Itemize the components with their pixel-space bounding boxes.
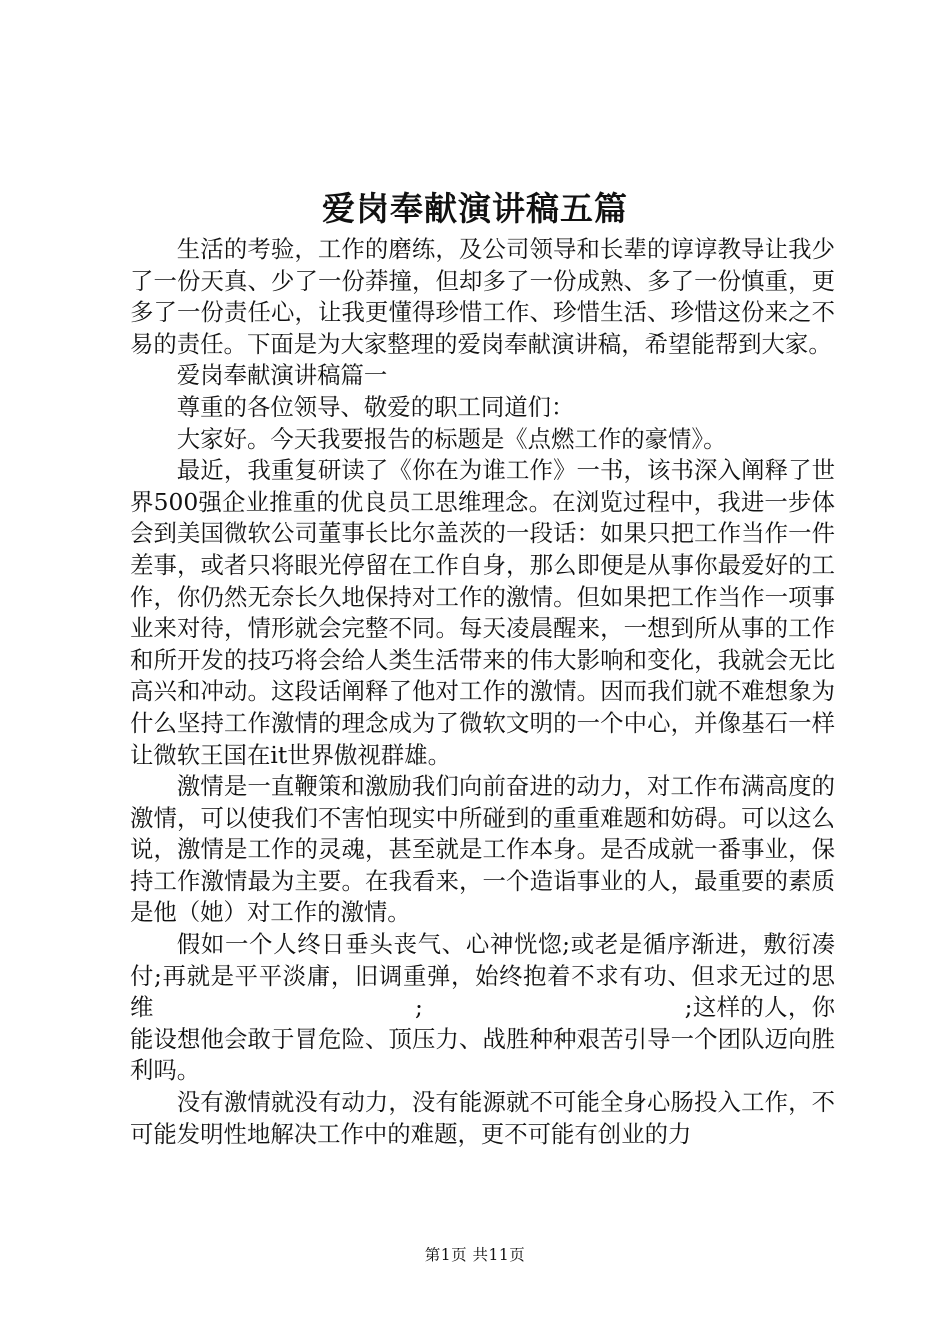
salutation: 尊重的各位领导、敬爱的职工同道们： — [176, 392, 575, 421]
document-title: 爱岗奉献演讲稿五篇 — [322, 189, 628, 228]
paragraph: 激情是一直鞭策和激励我们向前奋进的动力，对工作布满高度的激情，可以使我们不害怕现实中所碰到的重重难题和妨碍。可以这么说，激情是工作的灵魂，甚至就是工作本身。是否成就一番事业，保持工作激情最为主要。在我看来，一个造诣事业的人，最重要的素质是他（她）对工作的激情。 — [130, 772, 835, 927]
section-heading: 爱岗奉献演讲稿篇一 — [176, 361, 388, 390]
paragraph: 假如一个人终日垂头丧气、心神恍惚;或老是循序渐进，敷衍凑付;再就是平平淡庸，旧调重弹，始终抱着不求有功、但求无过的思维 ; ;这样的人，你能设想他会敢于冒危险、顶压力、战胜种种艰苦引导一个团队迈向胜利吗。 — [130, 930, 835, 1085]
paragraph: 大家好。今天我要报告的标题是《点燃工作的豪情》。 — [176, 424, 727, 453]
paragraph: 没有激情就没有动力，没有能源就不可能全身心肠投入工作，不可能发明性地解决工作中的难题，更不可能有创业的力 — [130, 1088, 835, 1148]
paragraph: 生活的考验，工作的磨练，及公司领导和长辈的谆谆教导让我少了一份天真、少了一份莽撞，但却多了一份成熟、多了一份慎重，更多了一份责任心，让我更懂得珍惜工作、珍惜生活、珍惜这份来之不易的责任。下面是为大家整理的爱岗奉献演讲稿，希望能帮到大家。 — [130, 235, 835, 358]
document-body — [130, 234, 835, 1150]
page-footer: 第1页 共11页 — [424, 1246, 526, 1264]
paragraph: 最近，我重复研读了《你在为谁工作》一书，该书深入阐释了世界500强企业推重的优良员工思维理念。在浏览过程中，我进一步体会到美国微软公司董事长比尔盖茨的一段话：如果只把工作当作一件差事，或者只将眼光停留在工作自身，那么即便是从事你最爱好的工作，你仍然无奈长久地保持对工作的激情。但如果把工作当作一项事业来对待，情形就会完整不同。每天凌晨醒来，一想到所从事的工作和所开发的技巧将会给人类生活带来的伟大影响和变化，我就会无比高兴和冲动。这段话阐释了他对工作的激情。因而我们就不难想象为什么坚持工作激情的理念成为了微软文明的一个中心，并像基石一样让微软王国在it世界傲视群雄。 — [130, 456, 835, 769]
